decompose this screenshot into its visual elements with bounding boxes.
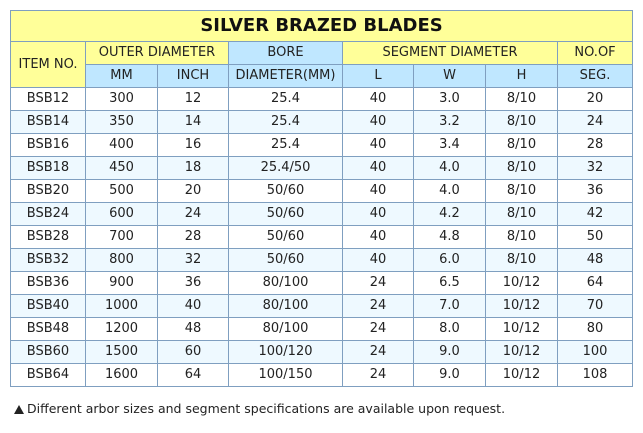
cell-mm: 700 [86,226,158,249]
cell-seg: 64 [558,272,633,295]
table-row [11,180,633,203]
header-bore: BORE [229,42,343,65]
cell-seg: 20 [558,88,633,111]
cell-l: 40 [343,134,414,157]
cell-h: 8/10 [486,226,558,249]
cell-l: 40 [343,249,414,272]
table-row [11,341,633,364]
cell-l: 40 [343,88,414,111]
table-row [11,88,633,111]
table-row [11,157,633,180]
cell-inch: 24 [158,203,229,226]
cell-inch: 16 [158,134,229,157]
cell-seg: 80 [558,318,633,341]
cell-mm: 900 [86,272,158,295]
cell-inch: 20 [158,180,229,203]
cell-h: 10/12 [486,364,558,387]
cell-item-no: BSB12 [11,88,86,111]
cell-mm: 1200 [86,318,158,341]
cell-inch: 14 [158,111,229,134]
cell-item-no: BSB24 [11,203,86,226]
table-body [11,88,633,387]
cell-bore: 80/100 [229,272,343,295]
header-seg: SEG. [558,65,633,88]
cell-item-no: BSB36 [11,272,86,295]
cell-w: 4.8 [414,226,486,249]
cell-l: 24 [343,272,414,295]
cell-seg: 100 [558,341,633,364]
cell-seg: 36 [558,180,633,203]
spec-table [10,10,633,387]
cell-bore: 50/60 [229,249,343,272]
cell-h: 8/10 [486,111,558,134]
cell-h: 10/12 [486,295,558,318]
cell-w: 9.0 [414,364,486,387]
cell-w: 8.0 [414,318,486,341]
cell-l: 40 [343,226,414,249]
cell-seg: 42 [558,203,633,226]
header-inch: INCH [158,65,229,88]
table-row [11,226,633,249]
header-bore-diameter: DIAMETER(MM) [229,65,343,88]
cell-h: 10/12 [486,272,558,295]
cell-w: 3.4 [414,134,486,157]
cell-inch: 12 [158,88,229,111]
cell-item-no: BSB20 [11,180,86,203]
cell-bore: 25.4/50 [229,157,343,180]
cell-item-no: BSB28 [11,226,86,249]
header-outer-diameter: OUTER DIAMETER [86,42,229,65]
table-row [11,364,633,387]
cell-l: 40 [343,203,414,226]
cell-bore: 80/100 [229,295,343,318]
cell-seg: 28 [558,134,633,157]
cell-l: 24 [343,364,414,387]
cell-mm: 1000 [86,295,158,318]
table-title: SILVER BRAZED BLADES [11,11,633,42]
cell-bore: 25.4 [229,111,343,134]
cell-item-no: BSB18 [11,157,86,180]
cell-inch: 18 [158,157,229,180]
footnote [14,401,505,416]
table-row [11,295,633,318]
cell-l: 40 [343,157,414,180]
cell-l: 24 [343,341,414,364]
cell-inch: 28 [158,226,229,249]
triangle-up-icon [14,405,24,414]
header-w: W [414,65,486,88]
header-h: H [486,65,558,88]
table-row [11,249,633,272]
cell-item-no: BSB14 [11,111,86,134]
cell-bore: 50/60 [229,203,343,226]
table-row [11,318,633,341]
cell-item-no: BSB40 [11,295,86,318]
header-item-no: ITEM NO. [11,42,86,88]
cell-bore: 25.4 [229,134,343,157]
table-row [11,111,633,134]
cell-h: 8/10 [486,134,558,157]
cell-bore: 50/60 [229,180,343,203]
cell-w: 6.5 [414,272,486,295]
cell-item-no: BSB64 [11,364,86,387]
cell-mm: 1600 [86,364,158,387]
cell-l: 24 [343,295,414,318]
cell-w: 4.0 [414,180,486,203]
cell-h: 8/10 [486,157,558,180]
cell-seg: 70 [558,295,633,318]
cell-l: 24 [343,318,414,341]
table-row [11,134,633,157]
cell-item-no: BSB60 [11,341,86,364]
cell-mm: 300 [86,88,158,111]
cell-bore: 100/150 [229,364,343,387]
cell-mm: 500 [86,180,158,203]
header-l: L [343,65,414,88]
cell-h: 8/10 [486,88,558,111]
cell-mm: 450 [86,157,158,180]
header-mm: MM [86,65,158,88]
cell-seg: 50 [558,226,633,249]
table-row [11,272,633,295]
cell-seg: 32 [558,157,633,180]
table-row [11,203,633,226]
cell-w: 4.0 [414,157,486,180]
cell-mm: 800 [86,249,158,272]
cell-w: 9.0 [414,341,486,364]
cell-mm: 400 [86,134,158,157]
cell-mm: 600 [86,203,158,226]
cell-inch: 64 [158,364,229,387]
cell-bore: 100/120 [229,341,343,364]
footnote-text: Different arbor sizes and segment specifications are available upon request. [27,401,506,416]
cell-inch: 32 [158,249,229,272]
cell-w: 4.2 [414,203,486,226]
cell-bore: 25.4 [229,88,343,111]
header-no-of: NO.OF [558,42,633,65]
cell-h: 10/12 [486,318,558,341]
cell-h: 8/10 [486,180,558,203]
cell-item-no: BSB48 [11,318,86,341]
cell-mm: 350 [86,111,158,134]
cell-h: 8/10 [486,203,558,226]
cell-h: 8/10 [486,249,558,272]
cell-inch: 40 [158,295,229,318]
cell-l: 40 [343,111,414,134]
cell-item-no: BSB32 [11,249,86,272]
spec-table-container [10,10,632,387]
cell-inch: 48 [158,318,229,341]
cell-inch: 60 [158,341,229,364]
cell-w: 3.0 [414,88,486,111]
cell-bore: 50/60 [229,226,343,249]
cell-seg: 108 [558,364,633,387]
cell-seg: 24 [558,111,633,134]
cell-mm: 1500 [86,341,158,364]
cell-w: 7.0 [414,295,486,318]
header-segment-diameter: SEGMENT DIAMETER [343,42,558,65]
cell-w: 3.2 [414,111,486,134]
cell-w: 6.0 [414,249,486,272]
cell-inch: 36 [158,272,229,295]
cell-l: 40 [343,180,414,203]
cell-bore: 80/100 [229,318,343,341]
cell-item-no: BSB16 [11,134,86,157]
cell-h: 10/12 [486,341,558,364]
cell-seg: 48 [558,249,633,272]
